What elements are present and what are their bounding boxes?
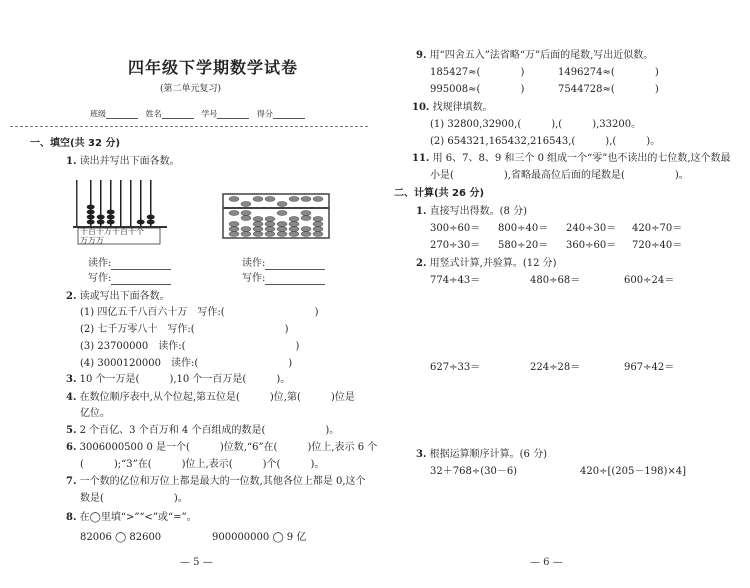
calc-q2-r2c1[interactable]: 627÷33＝	[430, 362, 481, 373]
read-answer-1[interactable]	[111, 259, 171, 270]
calc-q2-r1c1[interactable]: 774÷43＝	[430, 275, 481, 286]
page-number-right: — 6 —	[530, 557, 563, 568]
q2-item-3: (3) 23700000 读作:( )	[80, 341, 300, 352]
q2-item-2: (2) 七千万零八十 写作:( )	[80, 324, 289, 335]
calc-q2-r2c2[interactable]: 224÷28＝	[530, 362, 581, 373]
write-answer-2[interactable]	[265, 274, 325, 285]
q9: 9. 用“四舍五入”法省略“万”后面的尾数,写出近似数。	[416, 50, 654, 61]
abacus-2-write: 写作:	[242, 273, 325, 285]
calc-q1-r1c4[interactable]: 420÷70＝	[632, 223, 683, 234]
q11: 11. 用 6、7、8、9 和三个 0 组成一个“零”也不读出的七位数,这个数最	[412, 153, 731, 164]
q4-line2: 亿位。	[80, 408, 110, 419]
abacus-2	[222, 193, 332, 241]
calc-q2-r1c3[interactable]: 600÷24＝	[624, 275, 675, 286]
page-title: 四年级下学期数学试卷	[128, 58, 299, 77]
calc-q1-r1c1[interactable]: 300÷60＝	[430, 223, 481, 234]
q9-item-2[interactable]: 1496274≈( )	[558, 67, 659, 78]
abacus-1-write: 写作:	[88, 273, 171, 285]
name-label: 姓名	[145, 109, 162, 119]
name-field[interactable]	[162, 108, 194, 119]
calc-q1: 1. 直接写出得数。(8 分)	[416, 206, 527, 217]
calc-q1-r2c3[interactable]: 360÷60＝	[566, 240, 617, 251]
q10-item-2[interactable]: (2) 654321,165432,216543,( ),( )。	[430, 136, 661, 147]
write-answer-1[interactable]	[111, 274, 171, 285]
calc-q1-r2c4[interactable]: 720÷40＝	[632, 240, 683, 251]
calc-q1-r1c2[interactable]: 800÷40＝	[498, 223, 549, 234]
q8-compare-2[interactable]: 900000000 ◯ 9 亿	[212, 532, 307, 543]
calc-q1-r1c3[interactable]: 240÷30＝	[566, 223, 617, 234]
calc-q2: 2. 用竖式计算,并验算。(12 分)	[416, 258, 557, 269]
calc-q2-r1c2[interactable]: 480÷68＝	[530, 275, 581, 286]
q2: 2. 读或写出下面各数。	[66, 291, 170, 302]
q1: 1. 读出并写出下面各数。	[66, 156, 180, 167]
q3: 3. 10 个一万是( ),10 个一百万是( )。	[66, 374, 291, 385]
q10: 10. 找规律填数。	[412, 102, 493, 113]
q5: 5. 2 个百亿、3 个百万和 4 个百组成的数是( )。	[66, 425, 340, 436]
abacus-2-read: 读作:	[242, 258, 325, 270]
q9-item-3[interactable]: 995008≈( )	[430, 84, 525, 95]
q7-line2: 数是( )。	[80, 493, 188, 504]
q6-line2: ( );“3”在( )位上,表示( )个( )。	[80, 459, 325, 470]
calc-q2-r2c3[interactable]: 967÷42＝	[624, 362, 675, 373]
right-page	[380, 0, 750, 588]
student-id-field[interactable]	[217, 108, 249, 119]
q7: 7. 一个数的亿位和万位上都是最大的一位数,其他各位上都是 0,这个	[66, 476, 366, 487]
read-answer-2[interactable]	[265, 259, 325, 270]
calc-q3-item-1[interactable]: 32＋768÷(30－6)	[430, 466, 518, 477]
calc-q1-r2c1[interactable]: 270÷30＝	[430, 240, 481, 251]
class-label: 班级	[90, 109, 106, 119]
q11-line2: 小是( ),省略最高位后面的尾数是( )。	[430, 170, 689, 181]
score-label: 得分	[256, 109, 273, 119]
section1-heading: 一、填空(共 32 分)	[30, 138, 121, 149]
q8-compare-1[interactable]: 82006 ◯ 82600	[80, 532, 162, 543]
class-field[interactable]	[106, 108, 138, 119]
q2-item-4: (4) 3000120000 读作:( )	[80, 358, 293, 369]
q9-item-1[interactable]: 185427≈( )	[430, 67, 525, 78]
calc-q3-item-2[interactable]: 420÷[(205－198)×4]	[580, 466, 686, 477]
abacus-1-labels: 千百十万千百十个 万万万	[80, 227, 144, 245]
section2-heading: 二、计算(共 26 分)	[394, 188, 485, 199]
info-row	[90, 108, 305, 119]
q4: 4. 在数位顺序表中,从个位起,第五位是( )位,第( )位是	[66, 392, 355, 403]
page-subtitle: (第二单元复习)	[160, 84, 222, 94]
q9-item-4[interactable]: 7544728≈( )	[558, 84, 659, 95]
q2-item-1: (1) 四亿五千八百六十万 写作:( )	[80, 307, 319, 318]
divider	[10, 126, 368, 127]
q10-item-1[interactable]: (1) 32800,32900,( ),( ),33200。	[430, 119, 642, 130]
student-id-label: 学号	[201, 109, 218, 119]
abacus-1-read: 读作:	[88, 258, 171, 270]
calc-q1-r2c2[interactable]: 580÷20＝	[498, 240, 549, 251]
q8: 8. 在◯里填“>”“<”或“=”。	[66, 512, 197, 523]
q6: 6. 3006000500 0 是一个( )位数,“6”在( )位上,表示 6 个	[66, 442, 378, 453]
page-number-left: — 5 —	[180, 557, 213, 568]
calc-q3: 3. 根据运算顺序计算。(6 分)	[416, 449, 547, 460]
score-field[interactable]	[273, 108, 305, 119]
